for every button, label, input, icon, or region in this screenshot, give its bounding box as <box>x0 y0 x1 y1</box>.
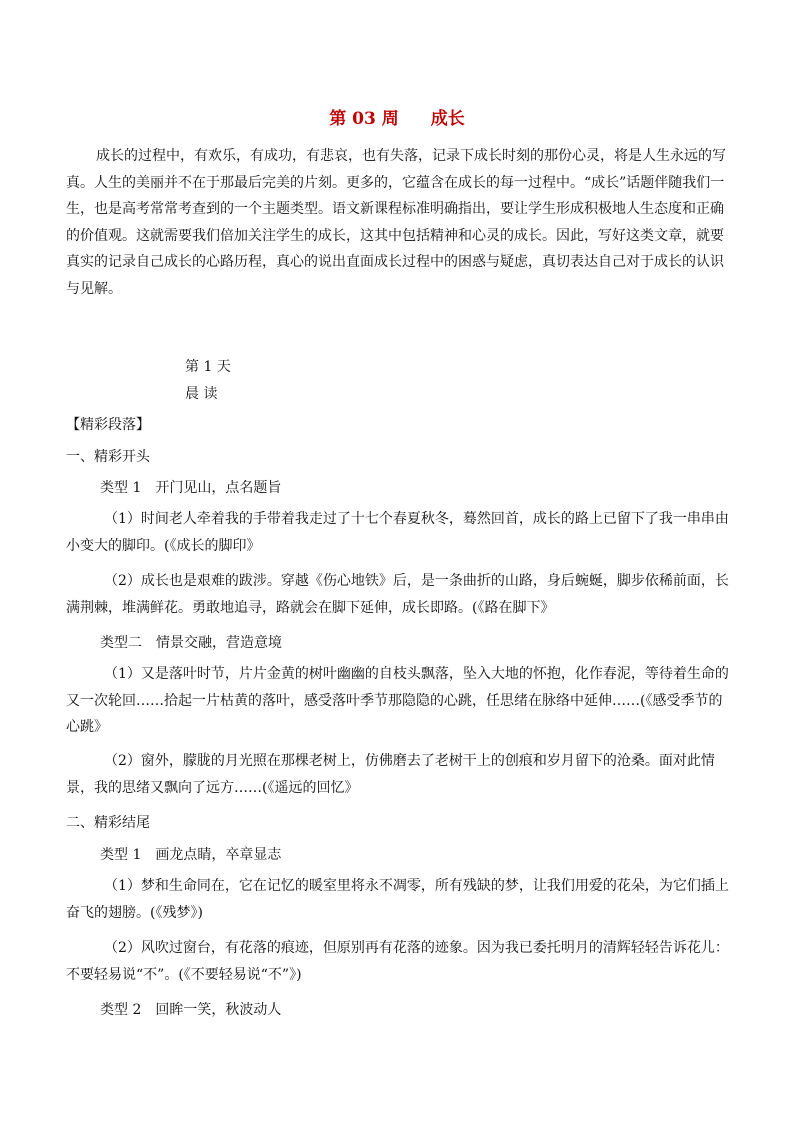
opening-heading: 一、精彩开头 <box>66 449 150 465</box>
opening-para-3: （1）又是落叶时节，片片金黄的树叶幽幽的自枝头飘落，坠入大地的怀抱，化作春泥，等待着生命的又一次轮回……拾起一片枯黄的落叶，感受落叶季节那隐隐的心跳，任思绪在脉络中延伸……(《感受季节的心跳》 <box>66 666 729 735</box>
section-bracket: 【精彩段落】 <box>66 417 150 433</box>
intro-paragraph: 成长的过程中，有欢乐，有成功，有悲哀，也有失落，记录下成长时刻的那份心灵，将是人生永远的写真。人生的美丽并不在于那最后完美的片刻。更多的，它蕴含在成长的每一过程中。“成长”话题伴随我们一生，也是高考常常考查到的一个主题类型。语文新课程标准明确指出，要让学生形成积极地人生态度和正确的价值观。这就需要我们倍加关注学生的成长，这其中包括精神和心灵的成长。因此，写好这类文章，就要真实的记录自己成长的心路历程，真心的说出直面成长过程中的困惑与疑虑，真切表达自己对于成长的认识与见解。 <box>66 148 726 297</box>
type1-opening: 类型 1 开门见山，点名题旨 <box>100 480 282 496</box>
ending-para-2: （2）风吹过窗台，有花落的痕迹，但原别再有花落的迹象。因为我已委托明月的清辉轻轻告诉花儿：不要轻易说“不”。(《不要轻易说“不”》) <box>66 940 729 983</box>
ending-para-1: （1）梦和生命同在，它在记忆的暖室里将永不凋零，所有残缺的梦，让我们用爱的花朵，为它们插上奋飞的翅膀。(《残梦》) <box>66 878 729 921</box>
type2-ending: 类型 2 回眸一笑，秋波动人 <box>100 1002 282 1018</box>
opening-para-2: （2）成长也是艰难的跋涉。穿越《伤心地铁》后，是一条曲折的山路，身后蜿蜒，脚步依稀前面，长满荆棘，堆满鲜花。勇敢地追寻，路就会在脚下延伸，成长即路。(《路在脚下》 <box>66 573 729 616</box>
title-topic: 成长 <box>430 109 465 129</box>
opening-para-1: （1）时间老人牵着我的手带着我走过了十七个春夏秋冬，蓦然回首，成长的路上已留下了我一串串由小变大的脚印。(《成长的脚印》 <box>66 511 729 554</box>
day-label: 第 1 天 <box>185 359 231 375</box>
title-week: 第 03 周 <box>329 109 399 129</box>
type2-opening: 类型二 情景交融，营造意境 <box>100 635 282 651</box>
page-title <box>0 104 794 129</box>
type1-ending: 类型 1 画龙点睛，卒章显志 <box>100 847 282 863</box>
ending-heading: 二、精彩结尾 <box>66 815 150 831</box>
opening-para-4: （2）窗外，朦胧的月光照在那棵老树上，仿佛磨去了老树干上的创痕和岁月留下的沧桑。面对此情景，我的思绪又飘向了远方……(《遥远的回忆》 <box>66 753 715 796</box>
reading-label: 晨 读 <box>185 386 218 402</box>
